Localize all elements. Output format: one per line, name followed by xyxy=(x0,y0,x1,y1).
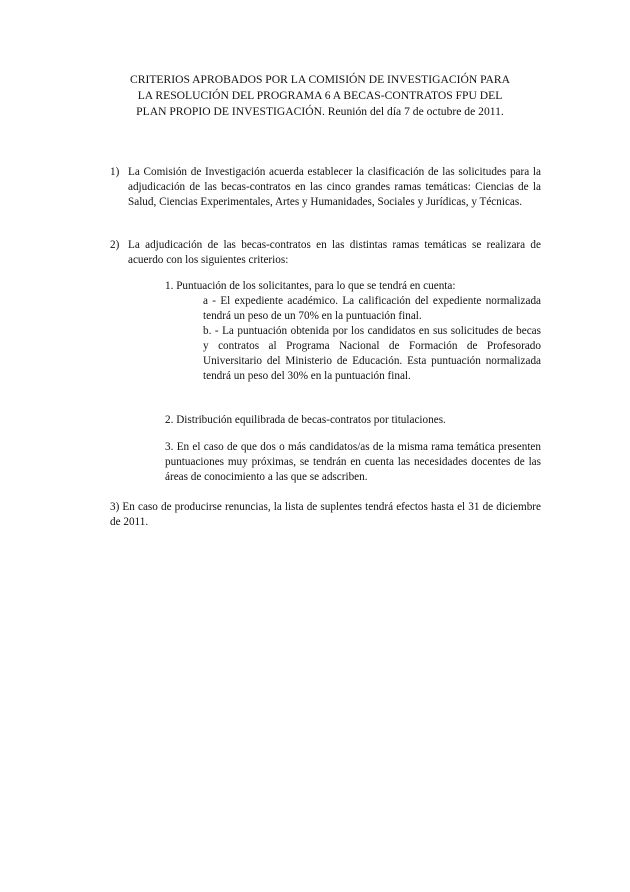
list-item-1-text: La Comisión de Investigación acuerda establecer la clasificación de las solicitudes para la adjudicación de las becas-contratos en las cinco grandes ramas temáticas: Ciencias de la Salud, Ciencias Experimentales, Artes y Humanidades, Sociales y Jurídicas, y Técnicas. xyxy=(128,166,541,208)
list-item-2 xyxy=(110,238,541,268)
document-title xyxy=(110,72,530,120)
criterion-2: 2. Distribución equilibrada de becas-contratos por titulaciones. xyxy=(165,414,446,426)
title-line-3: PLAN PROPIO DE INVESTIGACIÓN. Reunión del día 7 de octubre de 2011. xyxy=(136,105,504,118)
criterion-1: 1. Puntuación de los solicitantes, para lo que se tendrá en cuenta: xyxy=(165,280,456,292)
title-line-2: LA RESOLUCIÓN DEL PROGRAMA 6 A BECAS-CONTRATOS FPU DEL xyxy=(137,89,503,102)
list-item-1 xyxy=(110,165,541,210)
criterion-1-sub-b: b. - La puntuación obtenida por los candidatos en sus solicitudes de becas y contratos al Programa Nacional de Formación de Profesorado Universitario del Ministerio de Educación. Esta puntuación normalizada tendrá un peso del 30% en la puntuación final. xyxy=(203,325,541,382)
list-item-2-text: La adjudicación de las becas-contratos en las distintas ramas temáticas se realizara de acuerdo con los siguientes criterios: xyxy=(128,239,541,266)
list-item-1-number: 1) xyxy=(110,166,120,178)
list-item-2-number: 2) xyxy=(110,239,120,251)
title-line-1: CRITERIOS APROBADOS POR LA COMISIÓN DE INVESTIGACIÓN PARA xyxy=(130,73,510,86)
criterion-3: 3. En el caso de que dos o más candidatos/as de la misma rama temática presenten puntuaciones muy próximas, se tendrán en cuenta las necesidades docentes de las áreas de conocimiento a las que se adscriben. xyxy=(165,441,541,483)
criterion-1-sub-a: a - El expediente académico. La calificación del expediente normalizada tendrá un peso de un 70% en la puntuación final. xyxy=(203,295,541,322)
list-item-3: 3) En caso de producirse renuncias, la lista de suplentes tendrá efectos hasta el 31 de diciembre de 2011. xyxy=(110,501,541,528)
